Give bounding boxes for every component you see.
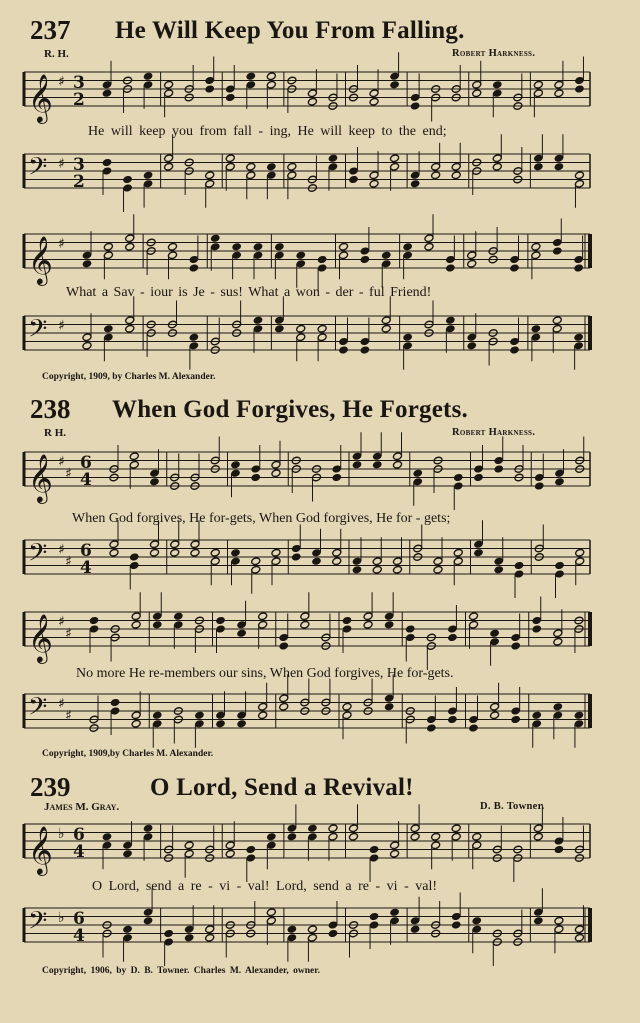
note-head [328,929,338,938]
note-head [123,849,133,858]
note-head [492,162,502,171]
hymn-title: O Lord, Send a Revival! [150,774,414,801]
note-head [348,832,358,841]
note-head [552,247,562,256]
note-head [494,565,504,574]
note-head [89,616,99,625]
note-head [164,929,174,938]
note-head [152,620,162,629]
music-credit: Robert Harkness. [452,48,536,59]
note-head [352,565,362,574]
note-head [189,264,199,273]
key-signature-accidental: ♭ [58,826,65,843]
note-head [554,916,564,925]
note-head [360,255,370,264]
note-head [433,565,443,574]
staff-system-bass [0,534,640,594]
note-head [266,832,276,841]
words-credit: R H. [44,427,66,439]
note-head [554,162,564,171]
copyright-notice: Copyright, 1909,by Charles M. Alexander. [42,749,214,759]
note-head [552,316,562,325]
time-signature-top: 6 [80,453,92,473]
note-head [342,702,352,711]
note-head [307,925,317,934]
note-head [110,698,120,707]
staff-system-bass [0,310,640,370]
treble-clef: 𝄞 [28,73,53,122]
note-head [125,242,135,251]
note-head [533,832,543,841]
note-head [369,912,379,921]
note-head [291,553,301,562]
copyright-notice: Copyright, 1906, by D. B. Towner. Charles M. Alexander, owner. [42,966,320,976]
note-head [390,80,400,89]
note-head [123,175,133,184]
lyrics-line: What a Sav - iour is Je - sus! What a won - der - ful Friend! [66,285,432,300]
note-head [296,251,306,260]
note-head [149,548,159,557]
note-head [338,346,348,355]
note-head [194,711,204,720]
time-signature-top: 3 [73,73,85,93]
note-head [384,702,394,711]
note-head [338,242,348,251]
note-head [274,242,284,251]
note-head [410,179,420,188]
treble-clef: 𝄞 [28,825,53,874]
note-head [431,171,441,180]
note-head [342,616,352,625]
note-head [453,473,463,482]
treble-clef: 𝄞 [28,613,53,662]
time-signature-bottom: 4 [73,926,85,946]
note-head [103,242,113,251]
hymn-title: When God Forgives, He Forgets. [112,396,468,423]
note-head [258,612,268,621]
note-head [533,162,543,171]
note-head [360,346,370,355]
note-head [574,85,584,94]
key-signature-accidental: ♯ [58,74,65,91]
key-signature-accidental: ♯ [58,236,65,253]
staff-system-bass [0,902,640,962]
hymn-title: He Will Keep You From Falling. [115,17,465,44]
note-head [369,97,379,106]
note-head [279,642,289,651]
note-head [410,925,420,934]
key-signature-accidental: ♯ [58,614,65,631]
note-head [258,711,268,720]
time-signature-bottom: 4 [80,558,92,578]
note-head [410,832,420,841]
note-head [82,341,92,350]
note-head [392,565,402,574]
note-head [467,341,477,350]
key-signature-accidental: ♯ [65,554,72,571]
treble-clef: 𝄞 [28,235,53,284]
note-head [451,824,461,833]
note-head [215,616,225,625]
note-head [348,175,358,184]
note-head [574,711,584,720]
note-head [372,460,382,469]
note-head [225,154,235,163]
note-head [205,85,215,94]
note-head [473,473,483,482]
note-head [473,548,483,557]
note-head [246,845,256,854]
note-head [266,162,276,171]
note-head [554,845,564,854]
note-head [532,711,542,720]
note-head [514,561,524,570]
note-head [189,333,199,342]
lyrics-line: O Lord, send a re - vi - val! Lord, send a re - vi - val! [92,879,438,894]
note-head [372,565,382,574]
note-head [205,933,215,942]
note-head [129,553,139,562]
copyright-notice: Copyright, 1909, by Charles M. Alexander. [42,372,216,382]
note-head [232,242,242,251]
hymn-number: 238 [30,394,71,424]
note-head [494,465,504,474]
note-head [574,933,584,942]
note-head [467,259,477,268]
time-signature-top: 6 [73,825,85,845]
staff-system-bass [0,688,640,748]
note-head [225,849,235,858]
staff-system-treble [0,66,640,126]
note-head [251,557,261,566]
note-head [511,715,521,724]
time-signature-bottom: 2 [73,90,85,110]
note-head [210,234,220,243]
hymn-number: 239 [30,772,71,802]
note-head [131,719,141,728]
note-head [490,711,500,720]
note-head [246,162,256,171]
note-head [230,460,240,469]
note-head [253,316,263,325]
note-head [553,702,563,711]
note-head [574,171,584,180]
note-head [332,473,342,482]
note-head [143,916,153,925]
note-head [424,242,434,251]
note-head [369,845,379,854]
note-head [426,724,436,733]
music-credit: Robert Harkness. [452,427,536,438]
lyrics-line: No more He re-members our sins, When God forgives, He for-gets. [76,666,454,681]
note-head [574,333,584,342]
time-signature-bottom: 4 [73,842,85,862]
note-head [279,702,289,711]
note-head [554,89,564,98]
note-head [332,557,342,566]
note-head [266,72,276,81]
key-signature-accidental: ♯ [58,454,65,471]
note-head [328,824,338,833]
note-head [184,933,194,942]
note-head [390,908,400,917]
note-head [82,259,92,268]
note-head [554,477,564,486]
words-credit: R. H. [44,48,69,60]
staff-system-bass [0,148,640,208]
note-head [384,620,394,629]
key-signature-accidental: ♯ [65,466,72,483]
bass-clef: 𝄢 [28,906,48,942]
key-signature-accidental: ♭ [58,910,65,927]
key-signature-accidental: ♯ [65,708,72,725]
note-head [472,916,482,925]
note-head [451,171,461,180]
note-head [403,333,413,342]
note-head [170,548,180,557]
note-head [164,162,174,171]
note-head [381,251,391,260]
staff-system-treble [0,228,640,288]
note-head [287,162,297,171]
note-head [287,832,297,841]
key-signature-accidental: ♯ [58,156,65,173]
note-head [271,469,281,478]
time-signature-top: 3 [73,155,85,175]
note-head [237,629,247,638]
note-head [307,824,317,833]
note-head [102,832,112,841]
note-head [300,620,310,629]
music-credit: D. B. Towner. [480,801,545,812]
note-head [225,93,235,102]
note-head [509,346,519,355]
note-head [472,89,482,98]
note-head [445,316,455,325]
key-signature-accidental: ♯ [58,542,65,559]
note-head [190,548,200,557]
note-head [125,324,135,333]
hymn-number: 237 [30,15,71,45]
note-head [143,171,153,180]
note-head [553,637,563,646]
note-head [266,908,276,917]
note-head [554,561,564,570]
note-head [532,625,542,634]
note-head [447,633,457,642]
note-head [251,473,261,482]
lyrics-line: He will keep you from fall - ing, He will keep to the end; [88,124,447,139]
lyrics-line: When God forgives, He for-gets, When God forgives, He for - gets; [72,511,451,526]
note-head [451,921,461,930]
key-signature-accidental: ♯ [58,318,65,335]
note-head [143,72,153,81]
bass-clef: 𝄢 [28,152,48,188]
note-head [215,719,225,728]
note-head [447,715,457,724]
note-head [445,264,455,273]
note-head [271,548,281,557]
note-head [453,548,463,557]
note-head [490,629,500,638]
note-head [164,80,174,89]
note-head [143,824,153,833]
note-head [352,460,362,469]
note-head [390,154,400,163]
note-head [381,324,391,333]
note-head [369,179,379,188]
note-head [574,264,584,273]
treble-clef: 𝄞 [28,453,53,502]
note-head [131,620,141,629]
note-head [511,642,521,651]
note-head [152,711,162,720]
staff-system-treble [0,818,640,878]
note-head [575,548,585,557]
note-head [109,548,119,557]
bass-clef: 𝄢 [28,538,48,574]
note-head [390,849,400,858]
note-head [205,171,215,180]
note-head [311,557,321,566]
note-head [103,324,113,333]
note-head [123,925,133,934]
bass-clef: 𝄢 [28,314,48,350]
bass-clef: 𝄢 [28,692,48,728]
note-head [237,719,247,728]
note-head [246,72,256,81]
key-signature-accidental: ♯ [58,696,65,713]
note-head [410,102,420,111]
time-signature-bottom: 4 [80,470,92,490]
note-head [328,154,338,163]
note-head [230,548,240,557]
note-head [492,80,502,89]
staff-system-treble [0,446,640,506]
key-signature-accidental: ♯ [65,626,72,643]
note-head [296,324,306,333]
note-head [102,89,112,98]
note-head [363,620,373,629]
staff-system-treble [0,606,640,666]
note-head [431,832,441,841]
note-head [472,832,482,841]
note-head [413,469,423,478]
note-head [405,625,415,634]
note-head [149,477,159,486]
note-head [509,264,519,273]
note-head [173,612,183,621]
note-head [468,612,478,621]
time-signature-top: 6 [80,541,92,561]
note-head [531,242,541,251]
note-head [167,242,177,251]
note-head [287,925,297,934]
time-signature-top: 6 [73,909,85,929]
note-head [274,324,284,333]
note-head [533,80,543,89]
words-credit: James M. Gray. [44,801,120,813]
note-head [468,724,478,733]
note-head [129,452,139,461]
note-head [307,97,317,106]
note-head [253,242,263,251]
note-head [317,255,327,264]
note-head [392,460,402,469]
note-head [317,324,327,333]
time-signature-bottom: 2 [73,172,85,192]
note-head [531,324,541,333]
note-head [184,841,194,850]
note-head [533,916,543,925]
note-head [102,158,112,167]
note-head [210,548,220,557]
note-head [403,242,413,251]
note-head [534,482,544,491]
